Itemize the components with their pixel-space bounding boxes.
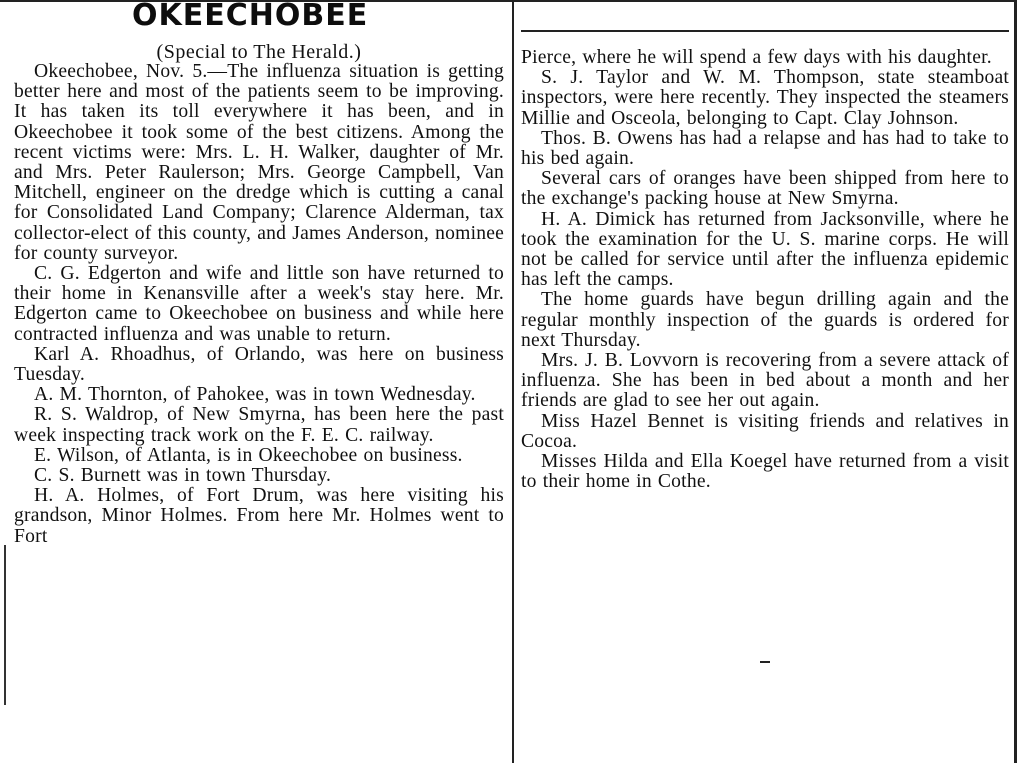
- paragraph-influenza-situation: Okeechobee, Nov. 5.—The influenza situation is getting better here and most of the patients seem to be improving. It has taken its toll everywhere it has been, and in Okeechobee it took some of the best citizens. Among the recent victims were: Mrs. L. H. Walker, daughter of Mr. and Mrs. Peter Raulerson; Mrs. George Campbell, Van Mitchell, engineer on the dredge which is cutting a canal for Consolidated Land Company; Clarence Alderman, tax collector-elect of this county, and James Anderson, nominee for county surveyor.: [14, 61, 504, 264]
- left-column: [14, 0, 504, 547]
- article-end-mark: [760, 661, 770, 663]
- paragraph-koegel: Misses Hilda and Ella Koegel have returned from a visit to their home in Cothe.: [521, 451, 1009, 493]
- paragraph-rhoadhus: Karl A. Rhoadhus, of Orlando, was here on business Tuesday.: [14, 343, 504, 386]
- paragraph-home-guards: The home guards have begun drilling again and the regular monthly inspection of the guards is ordered for next Thursday.: [521, 289, 1009, 351]
- right-column-top-space: [521, 0, 1009, 48]
- paragraph-dimick: H. A. Dimick has returned from Jacksonville, where he took the examination for the U. S. marine corps. He will not be called for service until after the influenza epidemic has left the camps.: [521, 208, 1009, 291]
- right-column: [521, 0, 1009, 492]
- left-border-fragment: [4, 545, 6, 705]
- article-byline: (Special to The Herald.): [156, 41, 362, 63]
- paragraph-thornton: A. M. Thornton, of Pahokee, was in town Wednesday.: [34, 384, 476, 406]
- paragraph-holmes: H. A. Holmes, of Fort Drum, was here visiting his grandson, Minor Holmes. From here Mr. Holmes went to Fort: [14, 485, 504, 547]
- column-divider-rule: [512, 0, 514, 763]
- paragraph-holmes-continued: Pierce, where he will spend a few days with his daughter.: [521, 47, 992, 68]
- article-headline: OKEECHOBEE: [132, 0, 369, 33]
- paragraph-waldrop: R. S. Waldrop, of New Smyrna, has been here the past week inspecting track work on the F. E. C. railway.: [14, 404, 504, 446]
- paragraph-owens: Thos. B. Owens has had a relapse and has had to take to his bed again.: [521, 127, 1009, 170]
- paragraph-bennet: Miss Hazel Bennet is visiting friends and relatives in Cocoa.: [521, 410, 1009, 452]
- paragraph-steamboat-inspectors: S. J. Taylor and W. M. Thompson, state steamboat inspectors, were here recently. They inspected the steamers Millie and Osceola, belonging to Capt. Clay Johnson.: [521, 67, 1009, 129]
- paragraph-wilson: E. Wilson, of Atlanta, is in Okeechobee on business.: [34, 444, 463, 466]
- paragraph-burnett: C. S. Burnett was in town Thursday.: [34, 465, 332, 487]
- paragraph-lovvorn: Mrs. J. B. Lovvorn is recovering from a severe attack of influenza. She has been in bed about a month and her friends are glad to see her out again.: [521, 350, 1009, 412]
- paragraph-edgerton: C. G. Edgerton and wife and little son have returned to their home in Kenansville after a week's stay here. Mr. Edgerton came to Okeechobee on business and while here contracted influenza and was unable to return.: [14, 263, 504, 345]
- paragraph-oranges: Several cars of oranges have been shipped from here to the exchange's packing house at New Smyrna.: [521, 168, 1009, 210]
